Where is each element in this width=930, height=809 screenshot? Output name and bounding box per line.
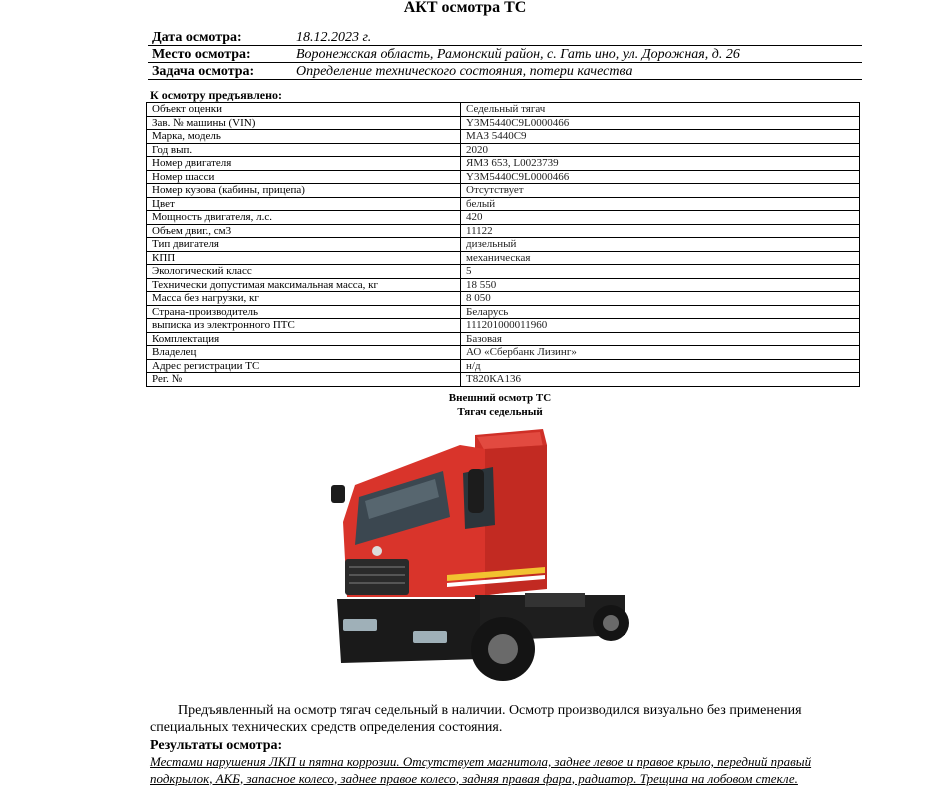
rear-wheel-hub <box>603 615 619 631</box>
spec-value: АО «Сбербанк Лизинг» <box>461 346 860 360</box>
spec-row <box>147 359 860 373</box>
inspection-place-value: Воронежская область, Рамонский район, с. Гать ино, ул. Дорожная, д. 26 <box>296 47 740 62</box>
results-text: Местами нарушения ЛКП и пятна коррозии. Отсутствует магнитола, заднее левое и правое крыло, передний правый подкрылок, АКБ, запасное колесо, заднее правое колесо, задняя правая фара, радиатор. Трещина на лобовом стекле. <box>150 754 812 786</box>
spec-value: 5 <box>461 265 860 279</box>
exterior-caption: Внешний осмотр ТС <box>448 392 552 404</box>
inspection-date-label: Дата осмотра: <box>152 30 242 45</box>
document-title: АКТ осмотра ТС <box>403 0 527 16</box>
spec-field: Цвет <box>147 197 461 211</box>
spec-field: Объем двиг., см3 <box>147 224 461 238</box>
spec-row <box>147 116 860 130</box>
spec-row <box>147 251 860 265</box>
results-heading: Результаты осмотра: <box>150 738 283 753</box>
vehicle-spec-body <box>147 103 860 387</box>
fifth-wheel <box>525 593 585 607</box>
spec-field: Комплектация <box>147 332 461 346</box>
spec-value: Y3M5440C9L0000466 <box>461 170 860 184</box>
spec-field: Адрес регистрации ТС <box>147 359 461 373</box>
spec-field: Зав. № машины (VIN) <box>147 116 461 130</box>
inspection-task-value: Определение технического состояния, потери качества <box>296 64 633 79</box>
brand-logo <box>372 546 382 556</box>
inspection-date-row <box>148 30 862 46</box>
spec-field: Номер шасси <box>147 170 461 184</box>
spec-field: Марка, модель <box>147 130 461 144</box>
spec-value: дизельный <box>461 238 860 252</box>
spec-field: Владелец <box>147 346 461 360</box>
spec-field: Год вып. <box>147 143 461 157</box>
right-mirror <box>468 469 484 513</box>
spec-value: н/д <box>461 359 860 373</box>
spec-field: Тип двигателя <box>147 238 461 252</box>
inspection-description: Предъявленный на осмотр тягач седельный в наличии. Осмотр производился визуально без применения специальных технических средств определения состояния. <box>150 703 802 735</box>
inspection-place-label: Место осмотра: <box>152 47 251 62</box>
spec-field: Технически допустимая максимальная масса, кг <box>147 278 461 292</box>
spec-row <box>147 103 860 117</box>
spec-value: механическая <box>461 251 860 265</box>
spec-row <box>147 305 860 319</box>
vehicle-spec-table <box>146 102 860 387</box>
spec-field: выписка из электронного ПТС <box>147 319 461 333</box>
spec-row <box>147 130 860 144</box>
spec-row <box>147 319 860 333</box>
inspection-place-row <box>148 47 862 63</box>
spec-value: Т820КА136 <box>461 373 860 387</box>
spec-value: Седельный тягач <box>461 103 860 117</box>
vehicle-type-caption: Тягач седельный <box>457 406 543 418</box>
spec-field: Номер двигателя <box>147 157 461 171</box>
spec-value: Отсутствует <box>461 184 860 198</box>
spec-value: 420 <box>461 211 860 225</box>
spec-value: белый <box>461 197 860 211</box>
spec-value: МАЗ 5440С9 <box>461 130 860 144</box>
spec-row <box>147 143 860 157</box>
truck-grille <box>345 559 409 595</box>
spec-field: КПП <box>147 251 461 265</box>
spec-value: Беларусь <box>461 305 860 319</box>
inspection-date-value: 18.12.2023 г. <box>296 30 372 45</box>
spec-field: Страна-производитель <box>147 305 461 319</box>
spec-field: Мощность двигателя, л.с. <box>147 211 461 225</box>
headlight-left <box>343 619 377 631</box>
spec-value: 2020 <box>461 143 860 157</box>
spec-row <box>147 238 860 252</box>
headlight-right <box>413 631 447 643</box>
spec-value: 111201000011960 <box>461 319 860 333</box>
spec-value: Y3M5440C9L0000466 <box>461 116 860 130</box>
spec-row <box>147 184 860 198</box>
spec-row <box>147 292 860 306</box>
spec-field: Рег. № <box>147 373 461 387</box>
spec-field: Экологический класс <box>147 265 461 279</box>
inspection-task-row <box>148 64 862 80</box>
spec-field: Объект оценки <box>147 103 461 117</box>
spec-value: Базовая <box>461 332 860 346</box>
spec-field: Масса без нагрузки, кг <box>147 292 461 306</box>
front-wheel-hub <box>488 634 518 664</box>
inspection-task-label: Задача осмотра: <box>152 64 255 79</box>
spec-field: Номер кузова (кабины, прицепа) <box>147 184 461 198</box>
spec-value: 18 550 <box>461 278 860 292</box>
spec-value: 11122 <box>461 224 860 238</box>
spec-row <box>147 265 860 279</box>
spec-row <box>147 157 860 171</box>
spec-row <box>147 224 860 238</box>
spec-row <box>147 332 860 346</box>
spec-value: 8 050 <box>461 292 860 306</box>
spec-row <box>147 197 860 211</box>
spec-row <box>147 278 860 292</box>
spec-row <box>147 211 860 225</box>
spec-row <box>147 373 860 387</box>
left-mirror <box>331 485 345 503</box>
spec-row <box>147 346 860 360</box>
spec-value: ЯМЗ 653, L0023739 <box>461 157 860 171</box>
truck-photo <box>325 427 630 690</box>
inspection-meta <box>148 30 862 81</box>
spec-row <box>147 170 860 184</box>
presented-section-label: К осмотру предъявлено: <box>150 88 283 102</box>
